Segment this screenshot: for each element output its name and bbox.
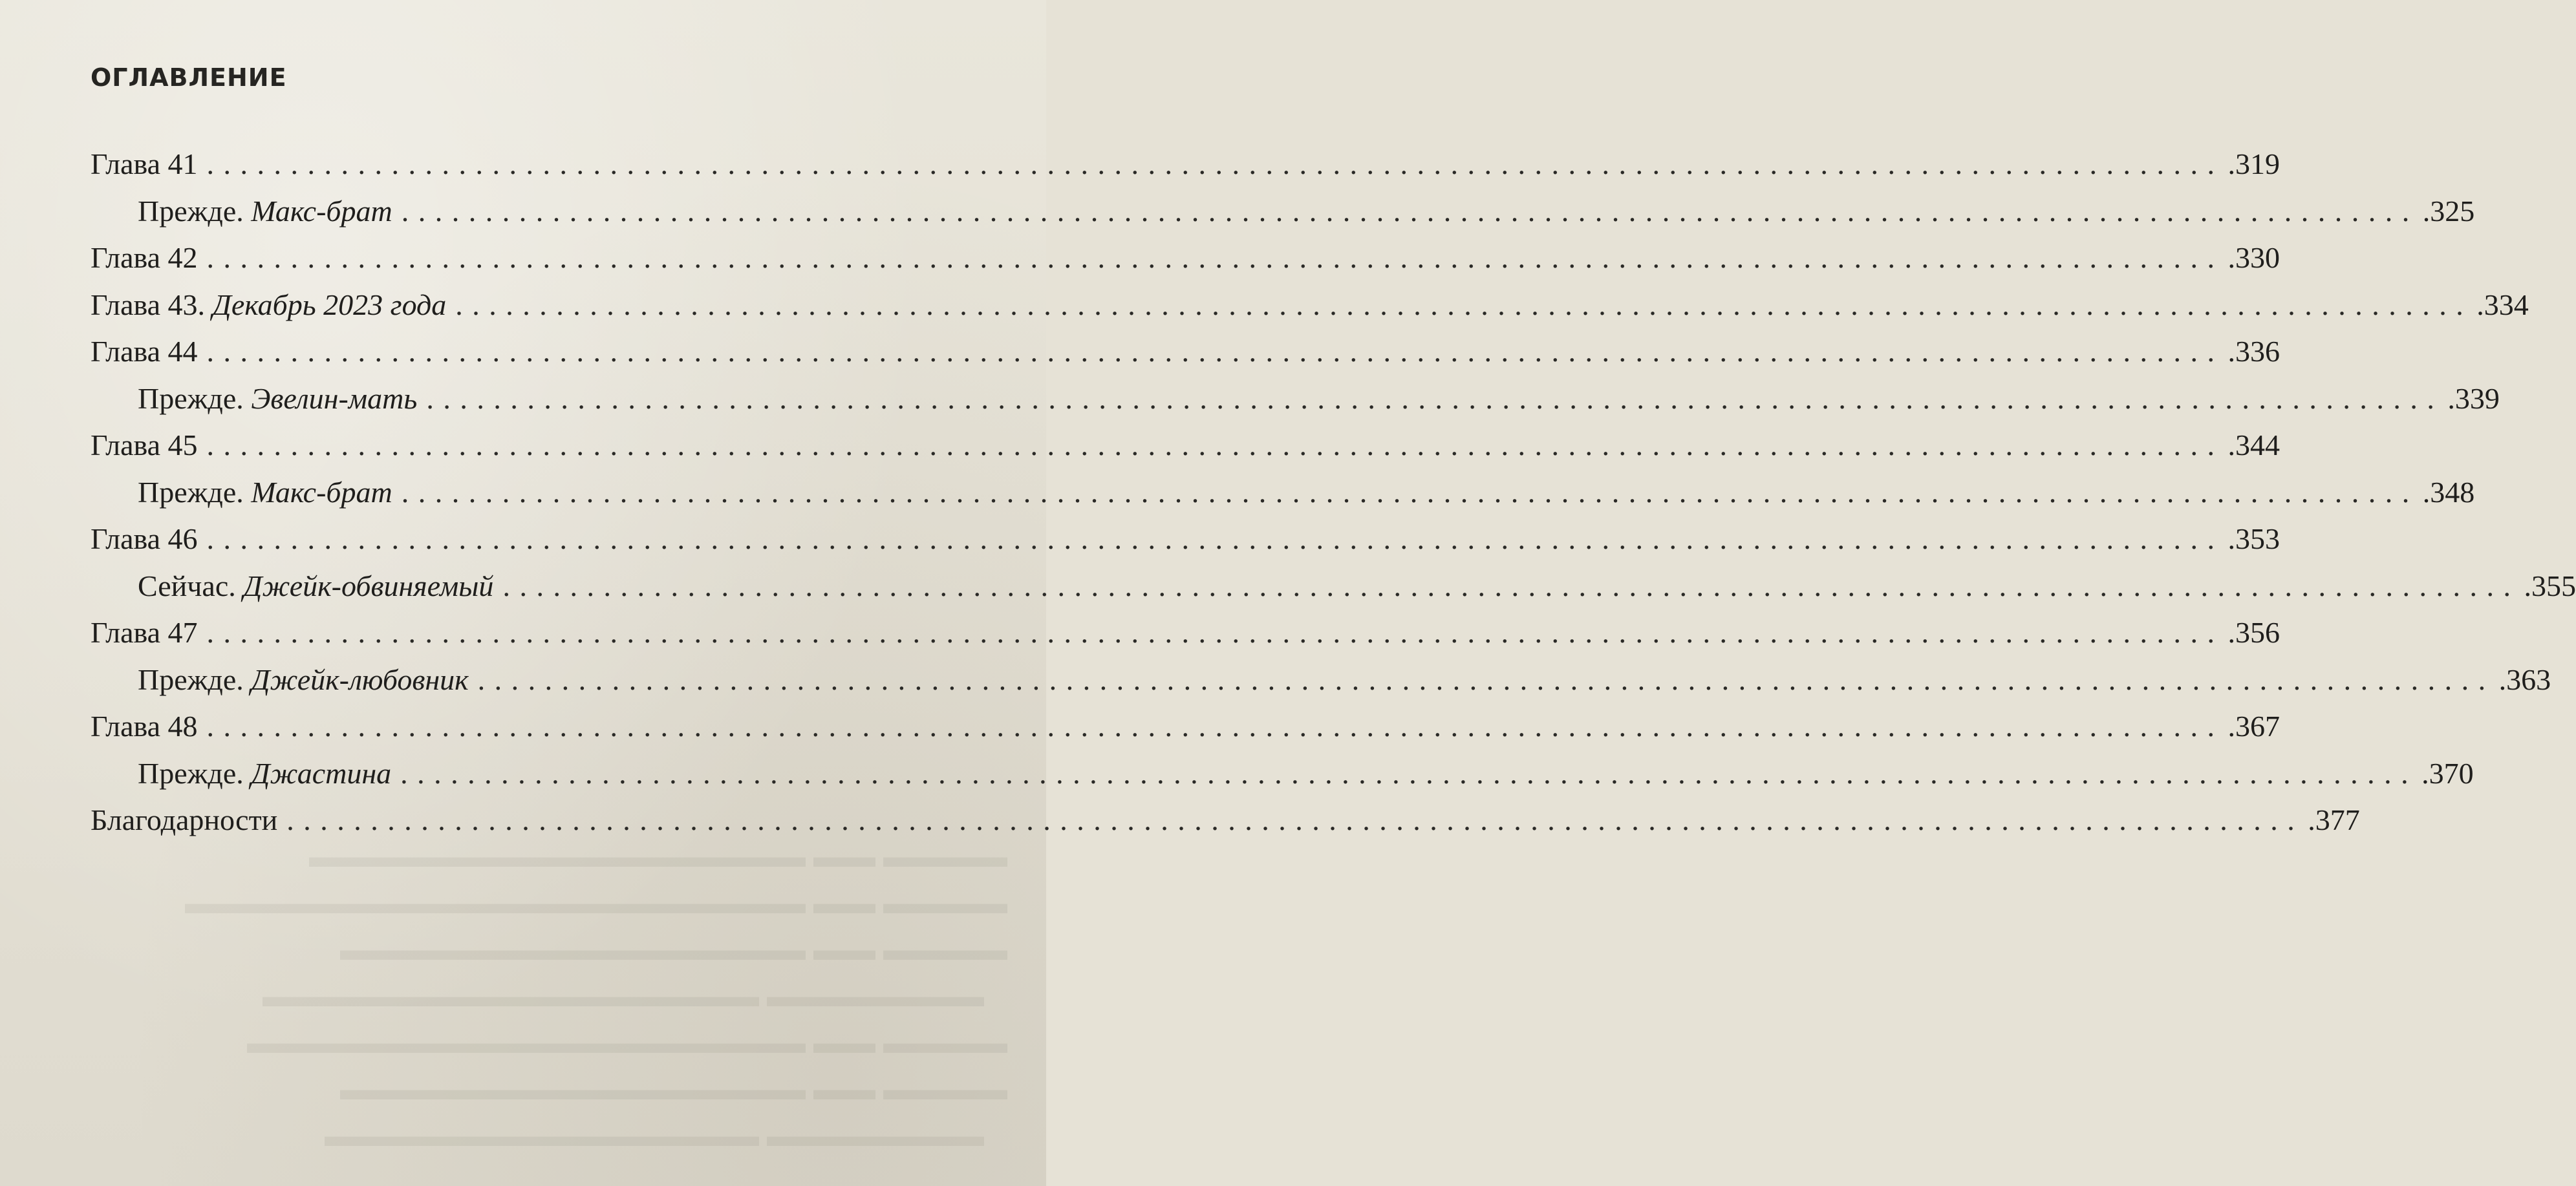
toc-entry-label [91, 422, 198, 469]
toc-leader-dots: ........................................................................................................................ [206, 616, 2224, 649]
toc-leader-dots: ........................................................................................................................ [426, 381, 2444, 415]
toc-entry-prefix: Глава 47 [91, 616, 198, 649]
toc-entry-prefix: Глава 42 [91, 241, 198, 274]
toc-entry-prefix: Глава 46 [91, 522, 198, 555]
toc-entry [91, 328, 2281, 376]
toc-leader-dots: ........................................................................................................................ [206, 429, 2224, 461]
toc-entry-prefix: Глава 45 [91, 429, 198, 461]
toc-page-number: .325 [2422, 194, 2475, 228]
toc-entry-subtitle: Эвелин-мать [251, 381, 418, 415]
toc-entry-prefix: Прежде. [138, 756, 252, 790]
toc-page-number: .363 [2498, 662, 2551, 696]
toc-entry-prefix: Прежде. [138, 475, 252, 509]
toc-page-number: .334 [2476, 288, 2529, 321]
toc-entry [91, 235, 2281, 282]
toc-leader-dots: ........................................................................................................................ [401, 194, 2419, 228]
toc-leader-dots: ........................................................................................................................ [206, 241, 2224, 274]
toc-entry-subtitle: Макс-брат [251, 475, 392, 509]
toc-leader-dots: ........................................................................................................................ [477, 662, 2495, 696]
toc-page-number: .367 [2227, 710, 2281, 743]
toc-entry-label [138, 750, 391, 797]
toc-entry-label [91, 797, 277, 843]
toc-entry [91, 422, 2281, 469]
toc-entry-label [138, 469, 392, 516]
toc-entry-label [91, 703, 198, 750]
toc-entry-subtitle: Декабрь 2023 года [212, 288, 447, 321]
show-through-decoration: ▬▬▬▬ ▬▬ ▬▬▬▬▬▬▬▬▬▬▬▬▬▬▬▬ ▬▬▬▬ ▬▬ ▬▬▬▬▬▬▬▬▬▬▬▬▬▬▬▬▬▬▬▬ ▬▬▬▬ ▬▬ ▬▬▬▬▬▬▬▬▬▬▬▬▬▬▬ ▬▬▬▬▬▬▬ ▬▬▬▬▬▬▬▬▬▬▬▬▬▬▬▬ ▬▬▬▬ ▬▬ ▬▬▬▬▬▬▬▬▬▬▬▬▬▬▬▬▬▬ ▬▬▬▬ ▬▬ ▬▬▬▬▬▬▬▬▬▬▬▬▬▬▬ ▬▬▬▬▬▬▬ ▬▬▬▬▬▬▬▬▬▬▬▬▬▬ [185, 840, 1007, 1153]
toc-entry-prefix: Глава 41 [91, 147, 198, 180]
toc-entry [91, 469, 2475, 516]
toc-page-number: .319 [2227, 147, 2281, 180]
toc-entry [91, 141, 2281, 188]
toc-entry-label [91, 328, 198, 375]
toc-page-number: .355 [2524, 569, 2576, 602]
toc-page-number: .353 [2227, 522, 2281, 555]
toc-leader-dots: ........................................................................................................................ [206, 710, 2224, 743]
toc-leader-dots: ........................................................................................................................ [286, 803, 2304, 836]
toc-title: ОГЛАВЛЕНИЕ [91, 63, 287, 92]
toc-entry-prefix: Благодарности [91, 803, 278, 836]
toc-page-number: .370 [2421, 756, 2474, 790]
toc-page-number: .356 [2227, 616, 2281, 649]
toc-entry-label [138, 188, 392, 235]
toc-entry [91, 282, 2529, 329]
toc-entry-prefix: Глава 43. [91, 288, 213, 321]
toc-entry-label [91, 516, 198, 562]
toc-entry-subtitle: Макс-брат [251, 194, 392, 228]
toc-entry-subtitle: Джейк-любовник [251, 662, 469, 696]
toc-entry-label [91, 235, 198, 281]
toc-entry-prefix: Прежде. [138, 194, 252, 228]
toc-leader-dots: ........................................................................................................................ [455, 288, 2473, 321]
toc-entry-label [138, 563, 493, 609]
toc-entry [91, 516, 2281, 563]
toc-leader-dots: ........................................................................................................................ [206, 335, 2224, 368]
toc-leader-dots: ........................................................................................................................ [206, 522, 2224, 555]
toc-page-number: .344 [2227, 429, 2281, 461]
toc-entry [91, 797, 2360, 844]
toc-entry-label [138, 376, 417, 422]
toc-entry [91, 750, 2474, 798]
toc-entry-label [138, 657, 469, 703]
toc-page-number: .336 [2227, 335, 2281, 368]
toc-page-number: .339 [2447, 381, 2500, 415]
toc-entry [91, 657, 2551, 704]
toc-entry [91, 376, 2500, 423]
toc-entry-prefix: Сейчас. [138, 569, 244, 602]
toc-entry-label [91, 609, 198, 656]
toc-entry-prefix: Прежде. [138, 381, 252, 415]
toc-leader-dots: ........................................................................................................................ [400, 756, 2418, 790]
toc-entry-label [91, 282, 446, 328]
toc-leader-dots: ........................................................................................................................ [502, 569, 2520, 602]
toc-page-number: .348 [2422, 475, 2475, 509]
toc-entry-prefix: Глава 48 [91, 710, 198, 743]
toc-entry-prefix: Глава 44 [91, 335, 198, 368]
toc-leader-dots: ........................................................................................................................ [206, 147, 2224, 180]
toc-entry [91, 563, 2576, 610]
toc-list [91, 141, 2576, 844]
toc-entry-subtitle: Джейк-обвиняемый [243, 569, 494, 602]
toc-entry [91, 703, 2281, 750]
toc-leader-dots: ........................................................................................................................ [401, 475, 2419, 509]
toc-entry-subtitle: Джастина [251, 756, 392, 790]
toc-page-number: .377 [2308, 803, 2360, 836]
toc-entry-label [91, 141, 198, 187]
toc-entry [91, 188, 2475, 235]
toc-entry-prefix: Прежде. [138, 662, 252, 696]
toc-page-number: .330 [2227, 241, 2281, 274]
toc-entry [91, 609, 2281, 657]
